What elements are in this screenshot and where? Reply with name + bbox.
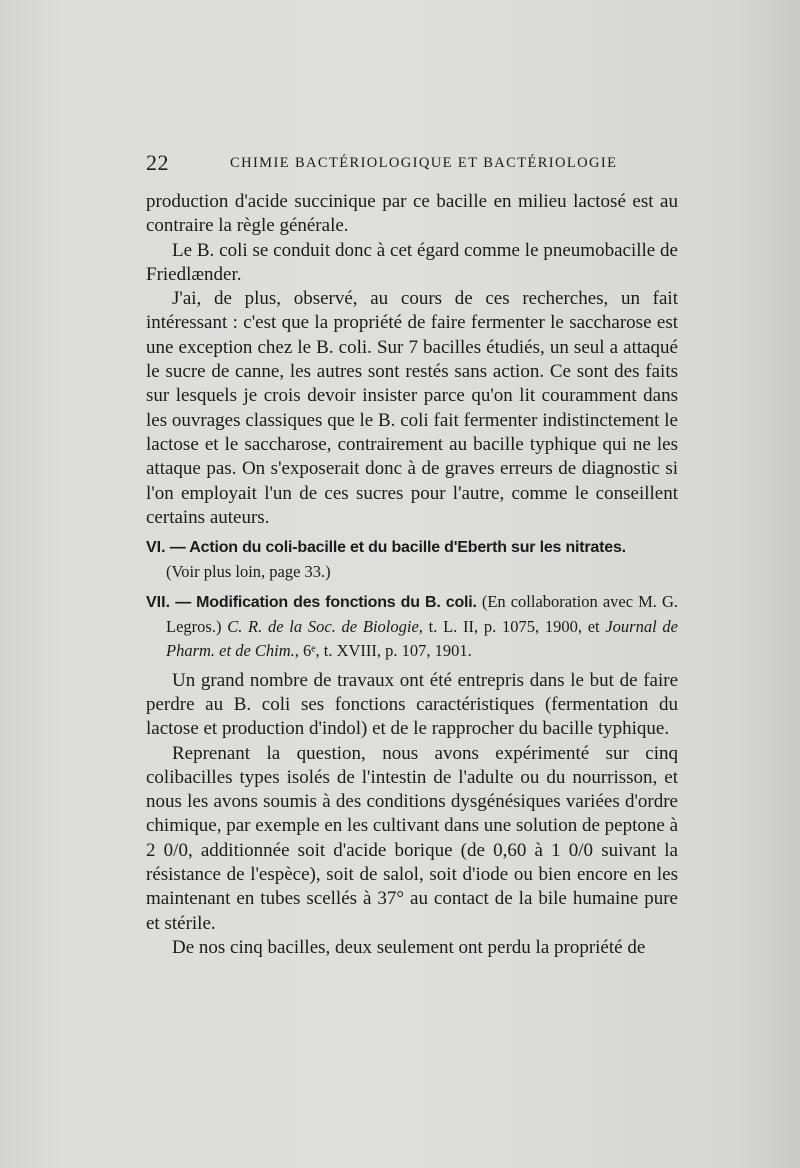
paragraph-1: production d'acide succinique par ce bacille en milieu lactosé est au contraire la règle générale. [146,191,678,237]
section-vi-title: Action du coli-bacille et du bacille d'Eberth sur les nitrates. [189,539,626,557]
paragraph-5: Reprenant la question, nous avons expérimenté sur cinq colibacilles types isolés de l'intestin de l'adulte ou du nourrisson, et nous les avons soumis à des conditions dysgénésiques variées d'ordre chimique, par exemple en les cultivant dans une solution de peptone à 2 0/0, additionnée soit d'acide borique (de 0,60 à 1 0/0 suivant la résistance de l'espèce), soit de salol, soit d'iode ou bien encore en les maintenant en tubes scellés à 37° au contact de la bile humaine pure et stérile. [146,742,678,934]
page-number: 22 [146,150,169,175]
paragraph-2: Le B. coli se conduit donc à cet égard comme le pneumobacille de Friedlænder. [146,239,678,285]
running-title: CHIMIE BACTÉRIOLOGIQUE ET BACTÉRIOLOGIE [230,155,618,171]
section-vi-reference: (Voir plus loin, page 33.) [166,562,331,582]
section-vii-ref-e: 6ᵉ, t. XVIII, p. 107, 1901. [298,641,472,661]
paragraph-6: De nos cinq bacilles, deux seulement ont perdu la propriété de [172,936,646,958]
section-vii-ref-c: t. L. II, p. 1075, 1900, et [422,617,606,637]
section-vii-dash: — [170,593,197,611]
section-vii-ref-a: (En collaboration avec M. G. Legros.) [166,591,678,637]
section-vi [146,535,678,585]
section-vii-ref-d: Journal de Pharm. et de Chim., [166,617,678,661]
section-vii [146,590,678,664]
section-vi-dash: — [165,539,190,557]
page-header [146,150,678,180]
paragraph-3: J'ai, de plus, observé, au cours de ces recherches, un fait intéressant : c'est que la propriété de faire fermenter le saccharose est une exception chez le B. coli. Sur 7 bacilles étudiés, un seul a attaqué le sucre de canne, les autres sont restés sans action. Ce sont des faits sur lesquels je crois devoir insister parce qu'on lit couramment dans les ouvrages classiques que le B. coli fait fermenter indistinctement le lactose et le saccharose, contrairement au bacille typhique qui ne les attaque pas. On s'exposerait donc à de graves erreurs de diagnostic si l'on employait l'un de ces sucres pour l'autre, comme le conseillent certains auteurs. [146,288,678,528]
section-vi-number: VI. [146,539,166,557]
section-vii-number: VII. [146,593,171,611]
body-text [146,190,678,960]
paragraph-4: Un grand nombre de travaux ont été entrepris dans le but de faire perdre au B. coli ses fonctions caractéristiques (fermentation du lactose et production d'indol) et de le rapprocher du bacille typhique. [146,669,678,740]
section-vii-ref-b: C. R. de la Soc. de Biologie, [227,617,423,637]
section-vii-title: Modification des fonctions du B. coli. [196,593,477,611]
